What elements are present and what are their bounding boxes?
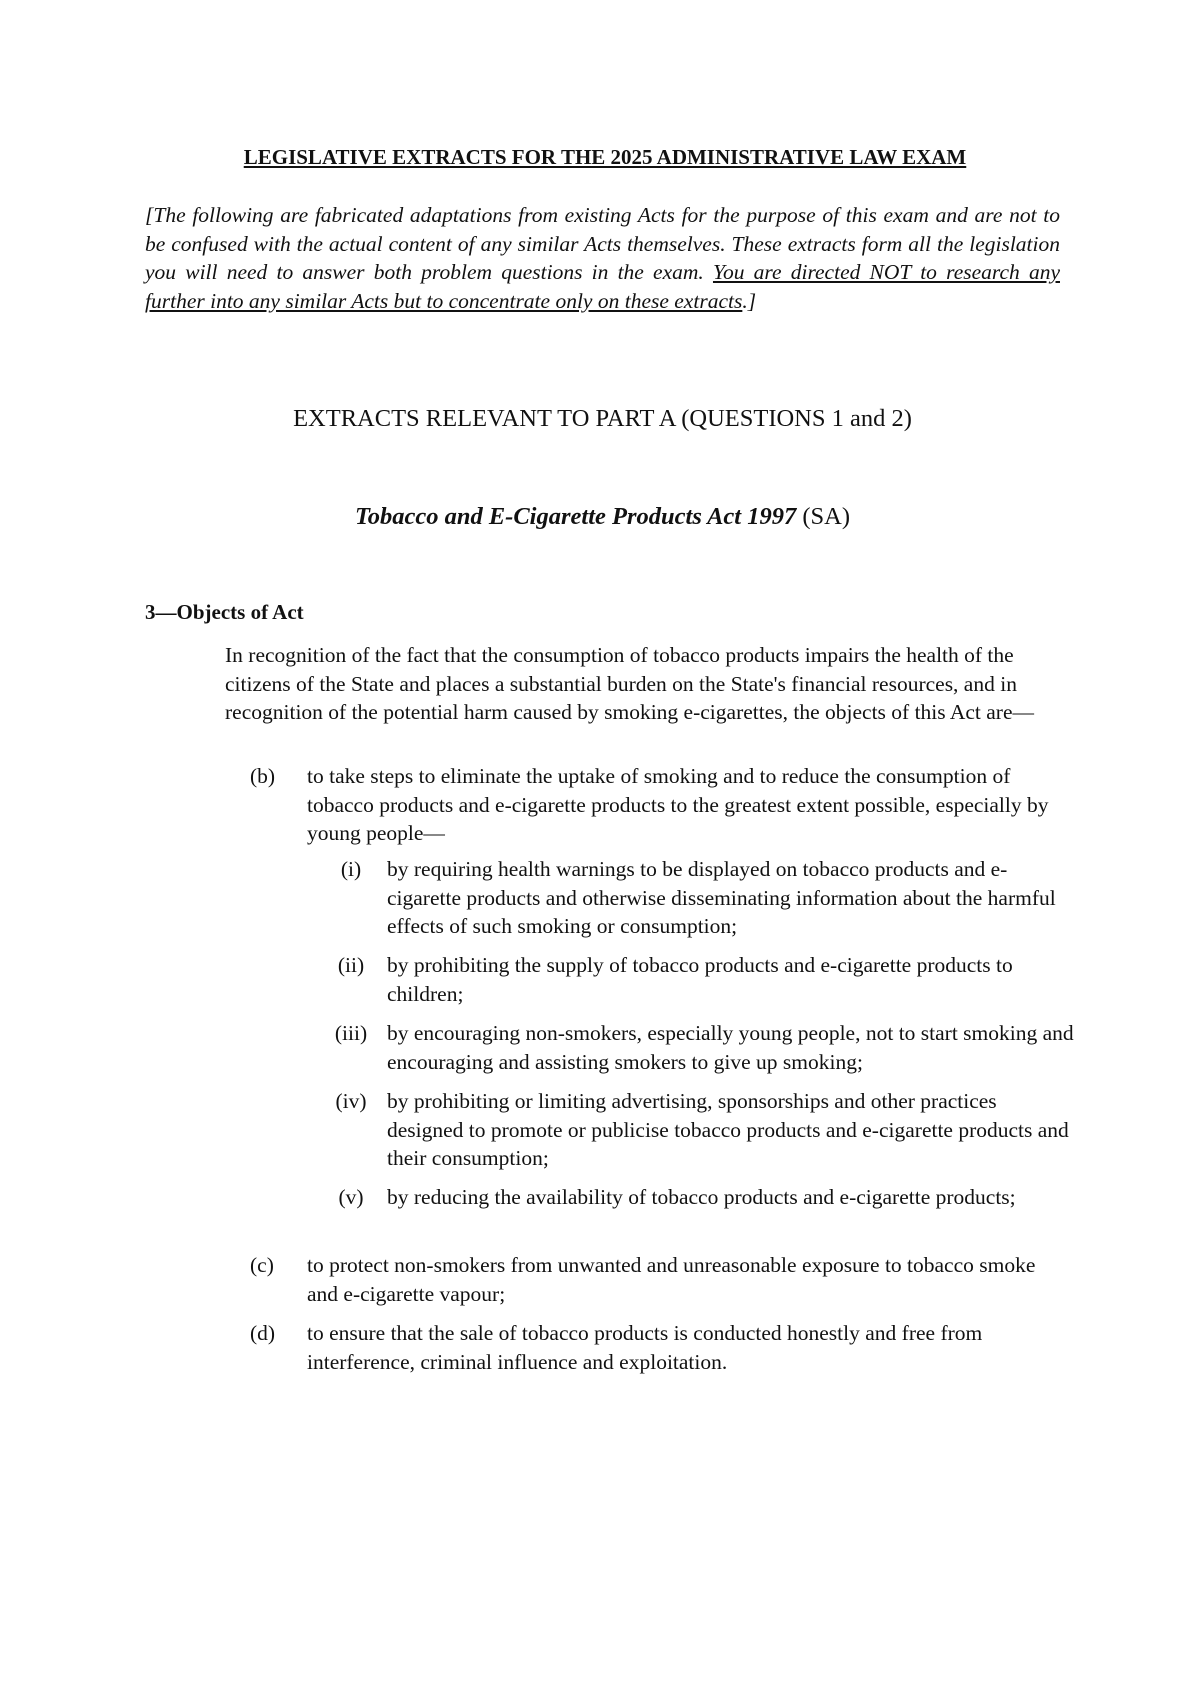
paragraph-label: (b) [250, 764, 276, 788]
part-a-heading: EXTRACTS RELEVANT TO PART A (QUESTIONS 1 and 2) [293, 405, 912, 432]
disclaimer-main-text: The following are fabricated adaptations from existing Acts for the purpose of this exam and are not to be confused with the actual content of any similar Acts themselves. These extracts form all the legislation you will need to answer both problem questions in the exam. [145, 203, 1060, 284]
paragraph-label: (c) [250, 1253, 274, 1277]
subparagraph-text: by prohibiting the supply of tobacco products and e-cigarette products to children; [387, 953, 1013, 1006]
act-title [145, 503, 1060, 531]
section-intro: In recognition of the fact that the consumption of tobacco products impairs the health of the citizens of the State and places a substantial burden on the State's financial resources, and in recognition of the potential harm caused by smoking e-cigarettes, the objects of this Act are— [225, 643, 1034, 724]
act-name: Tobacco and E-Cigarette Products Act 1997 [355, 503, 797, 530]
paragraph-text: to protect non-smokers from unwanted and unreasonable exposure to tobacco smoke and e-cigarette vapour; [307, 1253, 1036, 1306]
subparagraph-label: (ii) [337, 953, 365, 977]
section-heading: 3—Objects of Act [145, 600, 304, 624]
disclaimer-close: .] [742, 288, 757, 313]
disclaimer-open-bracket: [ [145, 203, 154, 227]
act-jurisdiction: (SA) [796, 503, 850, 530]
exam-disclaimer [145, 201, 1060, 315]
document-title: LEGISLATIVE EXTRACTS FOR THE 2025 ADMINISTRATIVE LAW EXAM [243, 145, 967, 169]
subparagraph-text: by prohibiting or limiting advertising, sponsorships and other practices designed to promote or publicise tobacco products and e-cigarette products and their consumption; [387, 1089, 1069, 1170]
subparagraph-label: (iv) [335, 1089, 367, 1113]
subparagraph-label: (i) [340, 857, 362, 881]
subparagraph-text: by reducing the availability of tobacco products and e-cigarette products; [387, 1185, 1016, 1209]
disclaimer-direction-underlined: You are directed NOT to research any further into any similar Acts but to concentrate only on these extracts [145, 260, 1060, 313]
paragraph-label: (d) [250, 1321, 276, 1345]
paragraph-text: to ensure that the sale of tobacco products is conducted honestly and free from interference, criminal influence and exploitation. [307, 1321, 983, 1374]
subparagraph-label: (v) [338, 1185, 364, 1209]
paragraph-text: to take steps to eliminate the uptake of smoking and to reduce the consumption of tobacco products and e-cigarette products to the greatest extent possible, especially by young people— [307, 764, 1049, 845]
subparagraph-label: (iii) [334, 1021, 368, 1045]
subparagraph-text: by requiring health warnings to be displayed on tobacco products and e-cigarette products and otherwise disseminating information about the harmful effects of such smoking or consumption; [387, 857, 1056, 938]
subparagraph-text: by encouraging non-smokers, especially young people, not to start smoking and encouraging and assisting smokers to give up smoking; [387, 1021, 1074, 1074]
